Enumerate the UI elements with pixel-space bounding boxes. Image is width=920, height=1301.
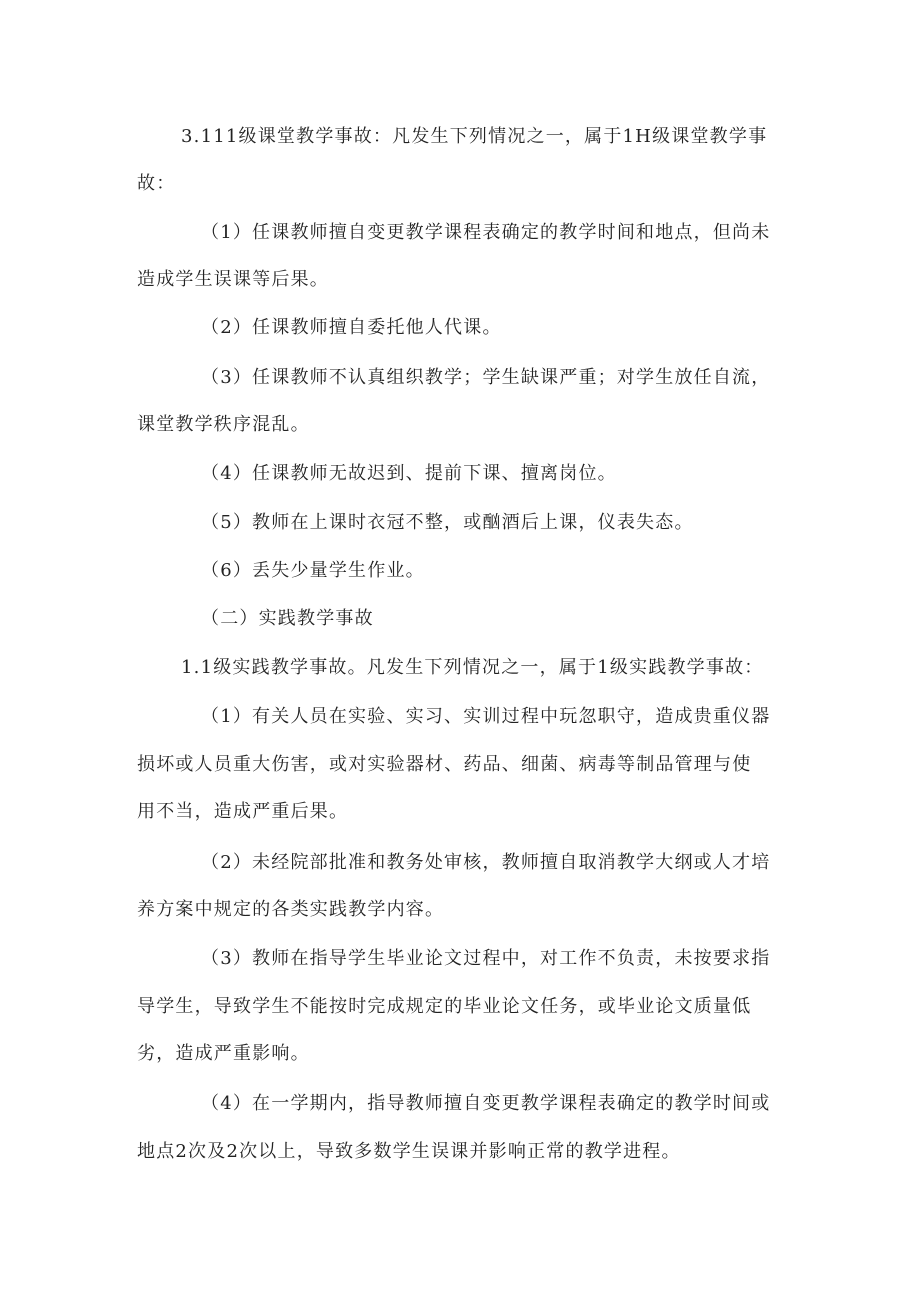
text-line: 劣，造成严重影响。 [137, 1043, 310, 1064]
text-line: 用不当，造成严重后果。 [137, 801, 349, 822]
text-line: （4）在一学期内，指导教师擅自变更教学课程表确定的教学时间或 [201, 1093, 771, 1114]
text-line: （2）任课教师擅自委托他人代课。 [201, 317, 502, 338]
text-line: （4）任课教师无故迟到、提前下课、擅离岗位。 [201, 463, 617, 484]
section-heading: （二）实践教学事故 [201, 608, 374, 629]
text-line: 导学生，导致学生不能按时完成规定的毕业论文任务，或毕业论文质量低 [137, 996, 752, 1017]
text-line: （3）教师在指导学生毕业论文过程中，对工作不负责，未按要求指 [201, 948, 771, 969]
text-line: （5）教师在上课时衣冠不整，或酗酒后上课，仪表失态。 [201, 512, 694, 533]
text-line: 地点2次及2次以上，导致多数学生误课并影响正常的教学进程。 [137, 1141, 681, 1162]
text-line: 养方案中规定的各类实践教学内容。 [137, 899, 445, 920]
text-line: 1.1级实践教学事故。凡发生下列情况之一，属于1级实践教学事故： [181, 657, 764, 678]
text-line: 课堂教学秩序混乱。 [137, 414, 310, 435]
text-line: 3.111级课堂教学事故：凡发生下列情况之一，属于1H级课堂教学事 [181, 126, 768, 147]
text-line: （2）未经院部批准和教务处审核，教师擅自取消教学大纲或人才培 [201, 852, 771, 873]
text-line: 造成学生误课等后果。 [137, 269, 329, 290]
text-line: （1）任课教师擅自变更教学课程表确定的教学时间和地点，但尚未 [201, 222, 771, 243]
text-line: （1）有关人员在实验、实习、实训过程中玩忽职守，造成贵重仪器 [201, 706, 771, 727]
text-line: 损坏或人员重大伤害，或对实验器材、药品、细菌、病毒等制品管理与使 [137, 754, 752, 775]
text-line: 故： [137, 173, 176, 194]
text-line: （6）丢失少量学生作业。 [201, 560, 425, 581]
text-line: （3）任课教师不认真组织教学；学生缺课严重；对学生放任自流， [201, 367, 771, 388]
